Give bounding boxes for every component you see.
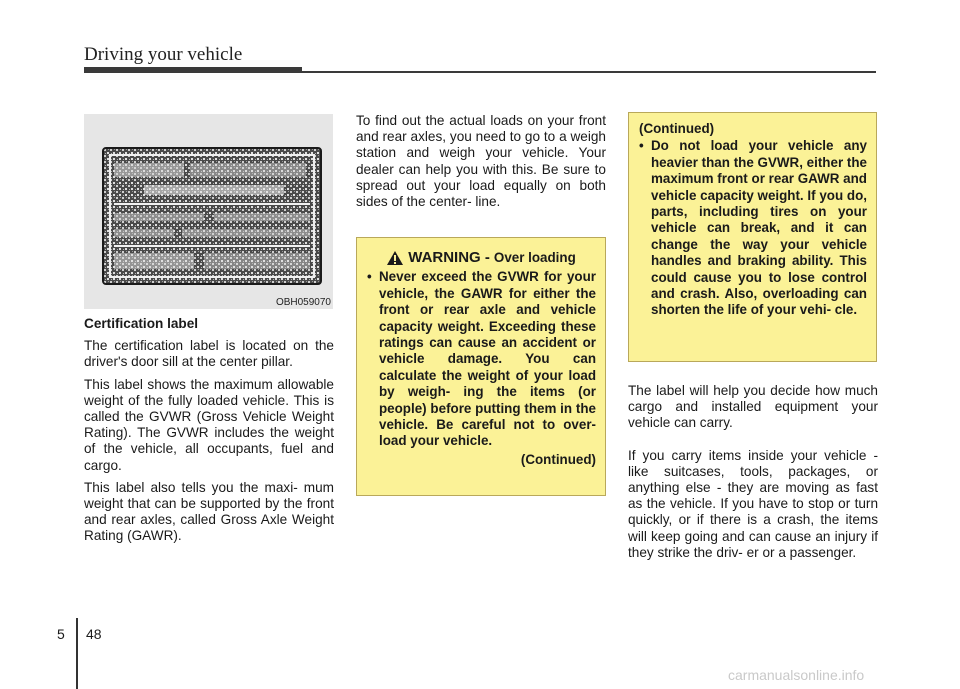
paragraph-location: The certification label is located on the driver's door sill at the center pillar. xyxy=(84,338,334,370)
warning-triangle-icon xyxy=(387,251,403,265)
paragraph-cargo-moving: If you carry items inside your vehicle - like suitcases, tools, packages, or anything else - they are moving as fast as the vehicle. If you have to stop or turn quickly, or if there is a crash, the items will keep going and can cause an injury if they strike the driv- er or a passenger. xyxy=(628,447,878,560)
warning-label: WARNING - xyxy=(408,249,490,266)
footer-page-number: 48 xyxy=(86,626,102,642)
footer-rule xyxy=(76,618,78,689)
image-code: OBH059070 xyxy=(275,297,331,308)
continued-bullet-text: Do not load your vehicle any heavier than the GVWR, either the maximum front or rear GAWR and vehicle capacity weight. If you do, parts, including tires on your vehicle can break, and it can change the way your vehicle handles and braking ability. This could cause you to lose control and crash. Also, overloading can shorten the life of your vehi- cle. xyxy=(651,138,867,318)
paragraph-gvwr: This label shows the maximum allowable weight of the fully loaded vehicle. This is called the GVWR (Gross Vehicle Weight Rating). The GVWR includes the weight of the vehicle, all occupants, fuel and cargo. xyxy=(84,376,334,473)
column-2-text xyxy=(356,113,606,210)
bullet-dot-icon: • xyxy=(367,269,372,285)
label-pattern-graphic xyxy=(104,149,320,283)
warning-title xyxy=(367,250,596,266)
continued-heading: (Continued) xyxy=(639,121,715,136)
continued-warning-box xyxy=(628,112,877,362)
watermark: carmanualsonline.info xyxy=(728,667,865,683)
header-rule-thin xyxy=(302,71,876,73)
footer-section-number: 5 xyxy=(57,626,65,642)
page-header-title: Driving your vehicle xyxy=(84,44,243,65)
header-rule-thick xyxy=(84,67,302,73)
continued-bullet xyxy=(639,138,867,318)
warning-box xyxy=(356,237,606,496)
certification-label-illustration xyxy=(102,147,322,285)
warning-subtitle: Over loading xyxy=(493,250,576,265)
certification-label-image xyxy=(84,114,333,309)
warning-bullet-text: Never exceed the GVWR for your vehicle, the GAWR for either the front or rear axle and vehicle capacity weight. Exceeding these ratings can cause an accident or vehicle damage. You can calculate the weight of your load by weigh- ing the items (or people) before putting them in the vehicle. Be careful not to over- load your vehicle. xyxy=(379,269,596,449)
column-1 xyxy=(84,316,334,551)
warning-continued: (Continued) xyxy=(520,451,596,467)
warning-bullet xyxy=(367,269,596,449)
paragraph-weigh-station: To find out the actual loads on your front and rear axles, you need to go to a weigh station and weigh your vehicle. Your dealer can help you with this. Be sure to spread out your load equally on both sides of the center- line. xyxy=(356,113,606,210)
bullet-dot-icon: • xyxy=(639,138,644,154)
column-3-text xyxy=(628,383,878,577)
paragraph-gawr: This label also tells you the maxi- mum weight that can be supported by the front and rear axles, called Gross Axle Weight Rating (GAWR). xyxy=(84,479,334,544)
paragraph-label-help: The label will help you decide how much cargo and installed equipment your vehicle can carry. xyxy=(628,383,878,431)
section-heading: Certification label xyxy=(84,316,199,331)
